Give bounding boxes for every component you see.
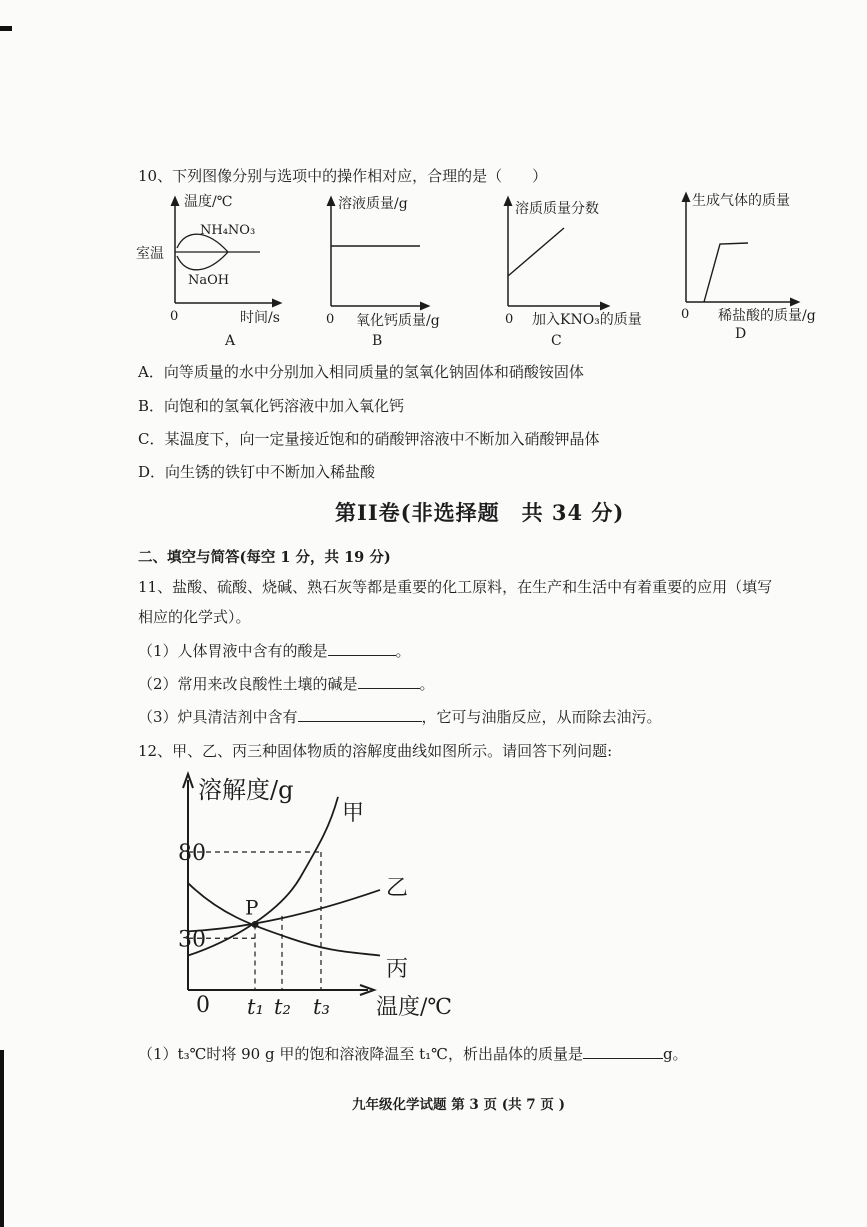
curve-label-1: 甲 (342, 801, 365, 826)
q10-stem: 10、下列图像分别与选项中的操作相对应，合理的是（ ） (138, 167, 548, 185)
part2-title: 第II卷(非选择题 共 34 分) (335, 500, 625, 525)
q11-sub3-blank[interactable] (298, 707, 422, 722)
q11-sub1-blank[interactable] (328, 641, 396, 656)
q12-sub1-end: g。 (662, 1045, 688, 1063)
q11-sub1 (138, 640, 411, 661)
q11-sub2 (138, 673, 435, 694)
graph-d-ylabel: 生成气体的质量 (692, 193, 790, 209)
curve-label-2: 乙 (386, 876, 409, 901)
q12-sub1 (138, 1043, 688, 1064)
scan-edge-mark-top (0, 26, 12, 31)
point-p (252, 921, 259, 928)
q11-stem-line2: 相应的化学式）。 (138, 608, 251, 626)
q10-graph-c (498, 188, 668, 348)
q11-sub2-end: 。 (419, 675, 435, 693)
graph-a-lower-label: NaOH (188, 273, 230, 288)
q10-option-c: C．某温度下，向一定量接近饱和的硝酸钾溶液中不断加入硝酸钾晶体 (138, 430, 600, 448)
graph-a-lower-curve (177, 252, 228, 270)
page-footer: 九年级化学试题 第 3 页 (共 7 页 ) (352, 1097, 565, 1113)
x-axis-label: 温度/℃ (376, 995, 453, 1020)
section-heading: 二、填空与简答(每空 1 分，共 19 分) (138, 549, 391, 566)
x-tick-label-1: t₁ (247, 995, 264, 1019)
graph-c-xlabel: 加入KNO₃的质量 (532, 312, 642, 328)
graph-b-origin: 0 (326, 312, 335, 327)
q10-option-b: B．向饱和的氢氧化钙溶液中加入氧化钙 (138, 397, 405, 415)
q10-option-a: A．向等质量的水中分别加入相同质量的氢氧化钠固体和硝酸铵固体 (138, 363, 584, 381)
graph-a-ylabel: 温度/℃ (184, 194, 233, 210)
q10-graph-d (676, 186, 836, 346)
x-tick-label-2: t₂ (274, 995, 291, 1019)
graph-d-xlabel: 稀盐酸的质量/g (718, 308, 816, 324)
scan-edge-mark-left (0, 1050, 4, 1227)
y-tick-label-80: 80 (178, 841, 206, 866)
curve-series-1 (188, 797, 338, 956)
y-axis-label: 溶解度/g (198, 776, 294, 804)
graph-b-ylabel: 溶液质量/g (338, 196, 408, 212)
q11-sub3-text: （3）炉具清洁剂中含有 (138, 708, 298, 726)
graph-a-origin: 0 (170, 309, 179, 324)
q10-graph-b (318, 188, 468, 348)
q10-option-d: D．向生锈的铁钉中不断加入稀盐酸 (138, 463, 376, 481)
solubility-chart (170, 768, 470, 1028)
graph-c-ylabel: 溶质质量分数 (515, 201, 599, 217)
y-tick-label-30: 30 (178, 927, 206, 953)
q10-graph-a (128, 188, 298, 348)
q11-sub3-end: ，它可与油脂反应，从而除去油污。 (421, 708, 662, 726)
graph-c-origin: 0 (505, 312, 514, 327)
q12-sub1-text: （1）t₃℃时将 90 g 甲的饱和溶液降温至 t₁℃，析出晶体的质量是 (138, 1045, 583, 1063)
point-p-label: P (245, 895, 259, 920)
q12-sub1-blank[interactable] (583, 1044, 663, 1059)
graph-a-letter: A (225, 333, 236, 348)
graph-b-xlabel: 氧化钙质量/g (356, 313, 440, 329)
graph-d-line (704, 243, 748, 302)
q11-stem-line1: 11、盐酸、硫酸、烧碱、熟石灰等都是重要的化工原料，在生产和生活中有着重要的应用（填写 (138, 578, 773, 596)
graph-a-upper-label: NH₄NO₃ (200, 223, 256, 238)
curve-label-3: 丙 (386, 957, 409, 982)
graph-d-origin: 0 (681, 307, 690, 322)
graph-c-letter: C (551, 333, 562, 348)
graph-a-xlabel: 时间/s (240, 310, 280, 326)
curve-series-2 (188, 890, 380, 931)
chart-layer (178, 774, 452, 1020)
graph-a-room-label: 室温 (136, 246, 164, 262)
origin-label: 0 (196, 993, 210, 1018)
q12-stem: 12、甲、乙、丙三种固体物质的溶解度曲线如图所示。请回答下列问题: (138, 742, 613, 760)
x-tick-label-3: t₃ (313, 995, 330, 1019)
q11-sub2-blank[interactable] (358, 674, 420, 689)
q11-sub1-text: （1）人体胃液中含有的酸是 (138, 642, 328, 660)
graph-b-letter: B (372, 333, 383, 348)
graph-d-letter: D (735, 326, 747, 342)
q11-sub2-text: （2）常用来改良酸性土壤的碱是 (138, 675, 358, 693)
graph-c-line (508, 228, 564, 276)
q11-sub1-end: 。 (395, 642, 411, 660)
q11-sub3 (138, 706, 662, 727)
